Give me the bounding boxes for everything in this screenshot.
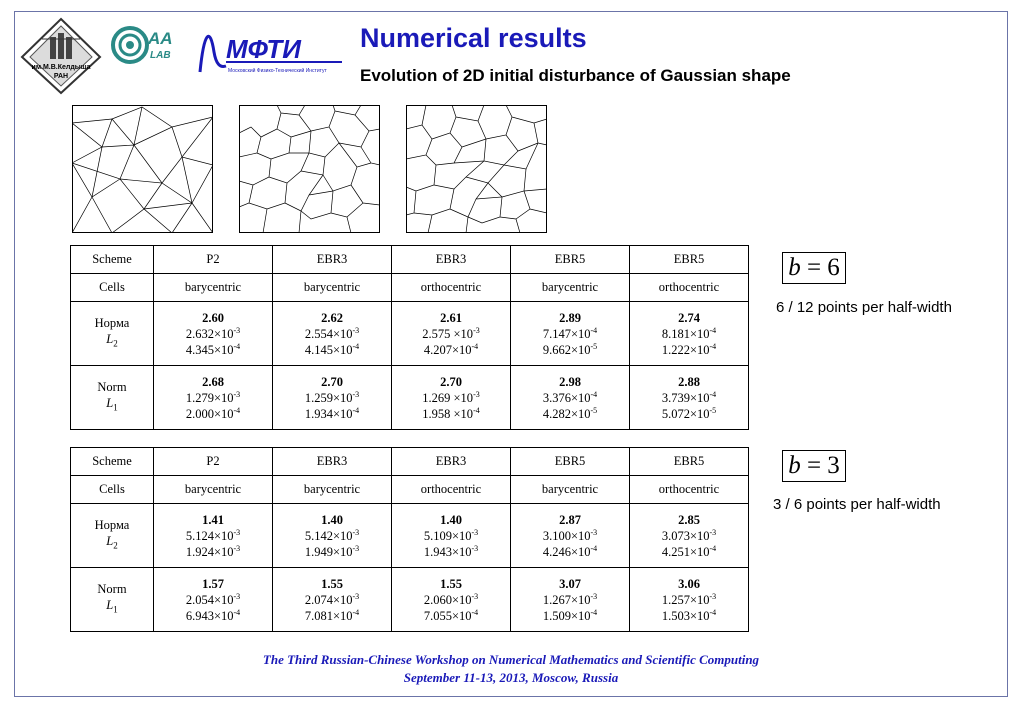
convergence-order: 3.07 bbox=[559, 576, 581, 591]
error-coarse: 5.124×10 bbox=[185, 528, 234, 543]
table-norm-row bbox=[71, 568, 749, 632]
convergence-order: 2.89 bbox=[559, 310, 581, 325]
convergence-order: 2.61 bbox=[440, 310, 462, 325]
error-coarse: 1.259×10 bbox=[304, 390, 353, 405]
error-coarse-exponent: -3 bbox=[352, 527, 360, 537]
norm-label: Norm bbox=[97, 582, 127, 597]
error-coarse-exponent: -3 bbox=[352, 591, 360, 601]
table-header-cell: Scheme bbox=[71, 246, 154, 274]
error-fine-exponent: -4 bbox=[233, 607, 241, 617]
table-header-row bbox=[71, 448, 749, 476]
norm-value-cell bbox=[630, 302, 749, 366]
norm-value-cell bbox=[511, 504, 630, 568]
error-fine-exponent: -4 bbox=[471, 607, 479, 617]
norm-value-cell bbox=[392, 302, 511, 366]
error-coarse-exponent: -3 bbox=[590, 527, 598, 537]
table-norm-row bbox=[71, 504, 749, 568]
error-fine-exponent: -5 bbox=[590, 405, 598, 415]
norm-subscript: 1 bbox=[113, 402, 118, 413]
page-title: Numerical results bbox=[360, 23, 587, 53]
error-coarse-exponent: -3 bbox=[590, 591, 598, 601]
aalab-logo bbox=[110, 20, 180, 70]
norm-label-cell bbox=[71, 504, 154, 568]
parameter-variable: b bbox=[788, 452, 801, 479]
norm-subscript: 1 bbox=[113, 604, 118, 615]
table-cell: barycentric bbox=[273, 274, 392, 302]
error-fine-exponent: -5 bbox=[709, 405, 717, 415]
error-coarse: 2.060×10 bbox=[423, 592, 472, 607]
error-coarse: 1.267×10 bbox=[542, 592, 591, 607]
norm-symbol: L bbox=[106, 396, 114, 411]
norm-label-cell bbox=[71, 302, 154, 366]
error-fine: 7.081×10 bbox=[304, 608, 353, 623]
norm-value-cell bbox=[273, 504, 392, 568]
table-header-cell: EBR3 bbox=[273, 246, 392, 274]
error-fine-exponent: -4 bbox=[709, 341, 717, 351]
convergence-order: 2.98 bbox=[559, 374, 581, 389]
table-cell: orthocentric bbox=[392, 476, 511, 504]
table-cell: orthocentric bbox=[630, 476, 749, 504]
norm-value-cell bbox=[392, 366, 511, 430]
table-header-cell: P2 bbox=[154, 448, 273, 476]
error-fine-exponent: -4 bbox=[709, 543, 717, 553]
error-coarse: 1.257×10 bbox=[661, 592, 710, 607]
table-header-cell: EBR3 bbox=[392, 246, 511, 274]
table-cell: barycentric bbox=[154, 274, 273, 302]
parameter-b3-box bbox=[782, 450, 846, 482]
error-fine: 1.943×10 bbox=[423, 544, 472, 559]
norm-value-cell bbox=[630, 568, 749, 632]
norm-symbol: L bbox=[106, 332, 114, 347]
parameter-equals: = bbox=[806, 254, 822, 281]
error-fine-exponent: -4 bbox=[352, 405, 360, 415]
table-header-cell: EBR5 bbox=[630, 246, 749, 274]
norm-symbol: L bbox=[106, 534, 114, 549]
error-fine: 5.072×10 bbox=[661, 406, 710, 421]
table-header-cell: EBR3 bbox=[392, 448, 511, 476]
footer-workshop: The Third Russian-Chinese Workshop on Numerical Mathematics and Scientific Computing bbox=[262, 652, 760, 667]
parameter-value: 3 bbox=[827, 452, 840, 479]
error-fine: 1.949×10 bbox=[304, 544, 353, 559]
convergence-order: 1.57 bbox=[202, 576, 224, 591]
error-coarse: 7.147×10 bbox=[542, 326, 591, 341]
parameter-b6-box bbox=[782, 252, 846, 284]
error-coarse-exponent: -4 bbox=[709, 389, 717, 399]
resolution-note-b3: 3 / 6 points per half-width bbox=[773, 496, 941, 513]
error-coarse-exponent: -3 bbox=[233, 389, 241, 399]
convergence-order: 3.06 bbox=[678, 576, 700, 591]
convergence-order: 1.55 bbox=[440, 576, 462, 591]
error-coarse-exponent: -3 bbox=[473, 325, 480, 335]
error-fine-exponent: -5 bbox=[590, 341, 598, 351]
table-header-cell: EBR5 bbox=[511, 246, 630, 274]
error-fine: 4.282×10 bbox=[542, 406, 591, 421]
error-fine-exponent: -4 bbox=[233, 405, 241, 415]
norm-value-cell bbox=[273, 302, 392, 366]
error-coarse: 3.376×10 bbox=[542, 390, 591, 405]
error-coarse-exponent: -3 bbox=[471, 527, 479, 537]
convergence-order: 2.74 bbox=[678, 310, 700, 325]
results-table-b3 bbox=[70, 447, 749, 632]
error-coarse-exponent: -3 bbox=[709, 591, 717, 601]
table-cells-row bbox=[71, 274, 749, 302]
mipt-logo bbox=[196, 22, 346, 80]
error-coarse-exponent: -3 bbox=[709, 527, 717, 537]
table-cell: barycentric bbox=[273, 476, 392, 504]
norm-label: Norm bbox=[97, 380, 127, 395]
norm-subscript: 2 bbox=[113, 540, 118, 551]
error-fine-exponent: -4 bbox=[590, 607, 598, 617]
table-cell: Cells bbox=[71, 476, 154, 504]
norm-value-cell bbox=[154, 302, 273, 366]
norm-value-cell bbox=[154, 504, 273, 568]
error-fine: 9.662×10 bbox=[542, 342, 591, 357]
error-coarse: 2.554×10 bbox=[304, 326, 353, 341]
error-coarse: 5.109×10 bbox=[423, 528, 472, 543]
error-fine-exponent: -4 bbox=[709, 607, 717, 617]
convergence-order: 1.40 bbox=[440, 512, 462, 527]
parameter-value: 6 bbox=[827, 254, 840, 281]
convergence-order: 2.62 bbox=[321, 310, 343, 325]
error-coarse: 2.054×10 bbox=[185, 592, 234, 607]
table-header-cell: Scheme bbox=[71, 448, 154, 476]
error-coarse: 3.100×10 bbox=[542, 528, 591, 543]
error-fine: 7.055×10 bbox=[423, 608, 472, 623]
error-coarse-exponent: -4 bbox=[590, 325, 598, 335]
error-coarse: 8.181×10 bbox=[661, 326, 710, 341]
norm-label-cell bbox=[71, 568, 154, 632]
error-coarse-exponent: -3 bbox=[352, 325, 360, 335]
convergence-order: 2.85 bbox=[678, 512, 700, 527]
error-fine: 4.251×10 bbox=[661, 544, 710, 559]
table-cells-row bbox=[71, 476, 749, 504]
convergence-order: 2.87 bbox=[559, 512, 581, 527]
aalab-logo-bottom-text: LAB bbox=[150, 50, 171, 61]
table-norm-row bbox=[71, 302, 749, 366]
error-fine: 1.958 ×10 bbox=[422, 406, 474, 421]
norm-symbol: L bbox=[106, 598, 114, 613]
error-fine: 4.207×10 bbox=[423, 342, 472, 357]
convergence-order: 2.70 bbox=[321, 374, 343, 389]
error-fine: 2.000×10 bbox=[185, 406, 234, 421]
table-header-cell: EBR5 bbox=[511, 448, 630, 476]
keldysh-logo-text-line1: им.М.В.Келдыша bbox=[31, 64, 91, 71]
table-cell: barycentric bbox=[511, 274, 630, 302]
norm-value-cell bbox=[511, 568, 630, 632]
error-fine-exponent: -4 bbox=[352, 607, 360, 617]
table-header-row bbox=[71, 246, 749, 274]
error-fine-exponent: -4 bbox=[590, 543, 598, 553]
error-fine: 4.145×10 bbox=[304, 342, 353, 357]
table-header-cell: EBR3 bbox=[273, 448, 392, 476]
norm-value-cell bbox=[392, 568, 511, 632]
results-table-b6 bbox=[70, 245, 749, 430]
orthocentric-cells-image bbox=[406, 105, 547, 233]
error-coarse: 3.739×10 bbox=[661, 390, 710, 405]
norm-value-cell bbox=[511, 366, 630, 430]
convergence-order: 2.70 bbox=[440, 374, 462, 389]
table-cell: orthocentric bbox=[630, 274, 749, 302]
parameter-variable: b bbox=[788, 254, 801, 281]
table-header-cell: EBR5 bbox=[630, 448, 749, 476]
table-cell: barycentric bbox=[511, 476, 630, 504]
error-coarse-exponent: -4 bbox=[590, 389, 598, 399]
norm-subscript: 2 bbox=[113, 338, 118, 349]
footer-dates: September 11-13, 2013, Moscow, Russia bbox=[403, 670, 619, 685]
error-coarse: 2.074×10 bbox=[304, 592, 353, 607]
error-coarse: 2.632×10 bbox=[185, 326, 234, 341]
norm-label: Норма bbox=[94, 316, 130, 331]
error-fine: 6.943×10 bbox=[185, 608, 234, 623]
table-cell: Cells bbox=[71, 274, 154, 302]
error-fine: 1.924×10 bbox=[185, 544, 234, 559]
error-coarse-exponent: -3 bbox=[233, 591, 241, 601]
keldysh-logo-text-line2: РАН bbox=[53, 73, 69, 80]
error-fine-exponent: -3 bbox=[352, 543, 360, 553]
table-cell: orthocentric bbox=[392, 274, 511, 302]
convergence-order: 1.41 bbox=[202, 512, 224, 527]
mipt-logo-caption: Московский Физико-Технический Институт bbox=[228, 68, 327, 74]
norm-value-cell bbox=[154, 568, 273, 632]
error-fine-exponent: -4 bbox=[233, 341, 241, 351]
convergence-order: 1.55 bbox=[321, 576, 343, 591]
error-fine: 4.345×10 bbox=[185, 342, 234, 357]
error-fine-exponent: -4 bbox=[471, 341, 479, 351]
error-fine-exponent: -4 bbox=[473, 405, 480, 415]
page-subtitle: Evolution of 2D initial disturbance of Gaussian shape bbox=[360, 66, 791, 85]
triangular-mesh-image bbox=[72, 105, 213, 233]
table-header-cell: P2 bbox=[154, 246, 273, 274]
error-coarse: 2.575 ×10 bbox=[422, 326, 474, 341]
error-fine-exponent: -3 bbox=[471, 543, 479, 553]
norm-value-cell bbox=[392, 504, 511, 568]
norm-value-cell bbox=[630, 366, 749, 430]
convergence-order: 1.40 bbox=[321, 512, 343, 527]
error-fine-exponent: -3 bbox=[233, 543, 241, 553]
error-coarse-exponent: -3 bbox=[233, 325, 241, 335]
convergence-order: 2.60 bbox=[202, 310, 224, 325]
error-fine: 4.246×10 bbox=[542, 544, 591, 559]
error-fine: 1.222×10 bbox=[661, 342, 710, 357]
error-coarse-exponent: -3 bbox=[471, 591, 479, 601]
norm-label-cell bbox=[71, 366, 154, 430]
barycentric-cells-image bbox=[239, 105, 380, 233]
error-coarse: 5.142×10 bbox=[304, 528, 353, 543]
error-fine: 1.934×10 bbox=[304, 406, 353, 421]
norm-value-cell bbox=[511, 302, 630, 366]
norm-label: Норма bbox=[94, 518, 130, 533]
error-coarse: 3.073×10 bbox=[661, 528, 710, 543]
error-coarse-exponent: -3 bbox=[233, 527, 241, 537]
error-fine-exponent: -4 bbox=[352, 341, 360, 351]
error-coarse: 1.279×10 bbox=[185, 390, 234, 405]
mipt-logo-text: МФТИ bbox=[226, 34, 301, 64]
convergence-order: 2.68 bbox=[202, 374, 224, 389]
convergence-order: 2.88 bbox=[678, 374, 700, 389]
keldysh-institute-logo bbox=[20, 17, 102, 95]
error-fine: 1.509×10 bbox=[542, 608, 591, 623]
table-norm-row bbox=[71, 366, 749, 430]
error-coarse: 1.269 ×10 bbox=[422, 390, 474, 405]
aalab-logo-top-text: AA bbox=[148, 29, 173, 48]
resolution-note-b6: 6 / 12 points per half-width bbox=[776, 299, 952, 316]
error-coarse-exponent: -4 bbox=[709, 325, 717, 335]
norm-value-cell bbox=[630, 504, 749, 568]
parameter-equals: = bbox=[806, 452, 822, 479]
norm-value-cell bbox=[273, 366, 392, 430]
error-coarse-exponent: -3 bbox=[352, 389, 360, 399]
error-fine: 1.503×10 bbox=[661, 608, 710, 623]
norm-value-cell bbox=[273, 568, 392, 632]
error-coarse-exponent: -3 bbox=[473, 389, 480, 399]
norm-value-cell bbox=[154, 366, 273, 430]
table-cell: barycentric bbox=[154, 476, 273, 504]
